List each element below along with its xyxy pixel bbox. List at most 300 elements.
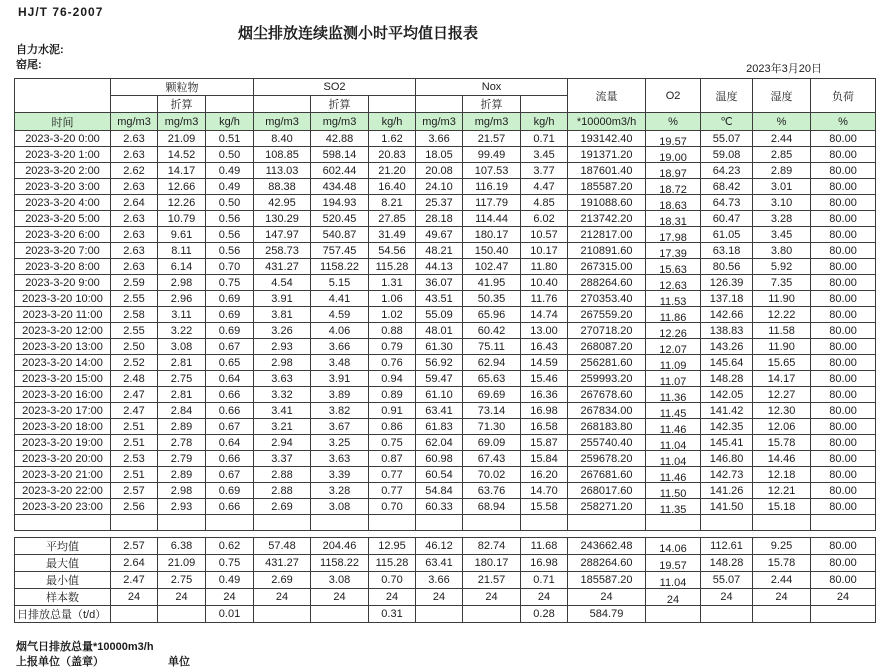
- data-cell: 61.10: [416, 387, 463, 403]
- row-label-cell: 2023-3-20 4:00: [15, 195, 111, 211]
- data-cell: 42.95: [254, 195, 311, 211]
- data-cell: 0.66: [206, 499, 254, 515]
- data-cell: 15.78: [753, 435, 811, 451]
- data-cell: 8.21: [369, 195, 416, 211]
- data-cell: 3.63: [254, 371, 311, 387]
- hourly-data-row: [15, 211, 876, 227]
- data-cell: 213742.20: [568, 211, 646, 227]
- row-label-cell: 2023-3-20 14:00: [15, 355, 111, 371]
- data-cell: 12.21: [753, 483, 811, 499]
- data-cell: 14.74: [521, 307, 568, 323]
- data-cell: 2.51: [111, 419, 158, 435]
- data-cell: 3.25: [311, 435, 369, 451]
- data-cell: 0.50: [206, 195, 254, 211]
- data-cell: 2.88: [254, 467, 311, 483]
- data-cell: 113.03: [254, 163, 311, 179]
- data-cell: 99.49: [463, 147, 521, 163]
- data-cell: 64.73: [701, 195, 753, 211]
- data-cell: 2.55: [111, 323, 158, 339]
- nox-group-header: Nox: [416, 79, 568, 96]
- data-cell: 598.14: [311, 147, 369, 163]
- so2-raw-header: [254, 96, 311, 113]
- data-cell: [416, 515, 463, 531]
- data-cell: [111, 606, 158, 623]
- data-cell: 59.08: [701, 147, 753, 163]
- data-cell: 212817.00: [568, 227, 646, 243]
- data-cell: 0.67: [206, 339, 254, 355]
- data-cell: 2.58: [111, 307, 158, 323]
- row-label-cell: 2023-3-20 6:00: [15, 227, 111, 243]
- data-cell: 3.10: [753, 195, 811, 211]
- hourly-data-row: [15, 499, 876, 515]
- data-cell: 2.62: [111, 163, 158, 179]
- data-cell: 68.42: [701, 179, 753, 195]
- data-cell: 5.15: [311, 275, 369, 291]
- row-label-cell: 2023-3-20 19:00: [15, 435, 111, 451]
- data-cell: 16.20: [521, 467, 568, 483]
- data-cell: 12.66: [158, 179, 206, 195]
- data-cell: 3.91: [311, 371, 369, 387]
- data-cell: 10.79: [158, 211, 206, 227]
- load-header: 负荷: [811, 79, 876, 113]
- time-column-header: 时间: [15, 113, 111, 131]
- data-cell: 2.44: [753, 131, 811, 147]
- data-cell: 270353.40: [568, 291, 646, 307]
- pm-converted-header: 折算: [158, 96, 206, 113]
- data-cell: 1.62: [369, 131, 416, 147]
- data-cell: 115.28: [369, 555, 416, 572]
- hourly-data-row: [15, 147, 876, 163]
- data-cell: 11.07: [646, 374, 701, 390]
- flue-gas-total-label: 烟气日排放总量*10000m3/h: [16, 641, 154, 653]
- data-cell: 2.75: [158, 371, 206, 387]
- data-cell: 21.20: [369, 163, 416, 179]
- data-cell: 115.28: [369, 259, 416, 275]
- units-header-row: [15, 113, 876, 131]
- data-cell: 255740.40: [568, 435, 646, 451]
- data-cell: 60.42: [463, 323, 521, 339]
- data-cell: 9.25: [753, 538, 811, 555]
- data-cell: 0.76: [369, 355, 416, 371]
- row-label-cell: 2023-3-20 23:00: [15, 499, 111, 515]
- data-cell: 4.54: [254, 275, 311, 291]
- data-cell: 2.98: [254, 355, 311, 371]
- data-cell: 0.69: [206, 307, 254, 323]
- data-cell: 80.00: [811, 339, 876, 355]
- data-cell: 80.00: [811, 538, 876, 555]
- data-cell: 6.38: [158, 538, 206, 555]
- row-label-cell: 最大值: [15, 555, 111, 572]
- data-cell: 24: [311, 589, 369, 606]
- data-cell: 80.00: [811, 387, 876, 403]
- data-cell: 3.39: [311, 467, 369, 483]
- data-cell: 2.47: [111, 572, 158, 589]
- data-cell: 431.27: [254, 259, 311, 275]
- row-label-cell: 2023-3-20 5:00: [15, 211, 111, 227]
- data-cell: 3.66: [311, 339, 369, 355]
- row-label-cell: 2023-3-20 16:00: [15, 387, 111, 403]
- data-cell: 80.00: [811, 483, 876, 499]
- data-cell: 2.79: [158, 451, 206, 467]
- data-cell: 15.65: [753, 355, 811, 371]
- data-cell: 63.76: [463, 483, 521, 499]
- data-cell: 8.11: [158, 243, 206, 259]
- data-cell: 3.11: [158, 307, 206, 323]
- data-cell: 80.00: [811, 467, 876, 483]
- data-cell: 44.13: [416, 259, 463, 275]
- data-cell: 21.57: [463, 572, 521, 589]
- hourly-data-row: [15, 163, 876, 179]
- data-cell: 11.46: [646, 422, 701, 438]
- data-cell: 3.66: [416, 572, 463, 589]
- data-cell: [158, 515, 206, 531]
- data-cell: 3.41: [254, 403, 311, 419]
- data-cell: 1158.22: [311, 555, 369, 572]
- unit-header-cell: kg/h: [369, 113, 416, 131]
- hourly-data-row: [15, 323, 876, 339]
- data-cell: 11.90: [753, 291, 811, 307]
- data-cell: 2.93: [158, 499, 206, 515]
- data-cell: 80.00: [811, 291, 876, 307]
- data-cell: 63.41: [416, 403, 463, 419]
- data-cell: 2.98: [158, 483, 206, 499]
- data-cell: 0.62: [206, 538, 254, 555]
- data-cell: 256281.60: [568, 355, 646, 371]
- so2-kgh-header: [369, 96, 416, 113]
- data-cell: 0.75: [206, 275, 254, 291]
- unit-header-cell: kg/h: [206, 113, 254, 131]
- unit-header-cell: mg/m3: [254, 113, 311, 131]
- data-cell: 82.74: [463, 538, 521, 555]
- data-cell: 12.06: [753, 419, 811, 435]
- data-cell: 0.49: [206, 572, 254, 589]
- data-cell: 584.79: [568, 606, 646, 623]
- data-cell: 0.66: [206, 403, 254, 419]
- data-cell: 63.18: [701, 243, 753, 259]
- data-cell: 11.86: [646, 310, 701, 326]
- data-cell: 16.98: [521, 403, 568, 419]
- empty-row: [15, 515, 876, 531]
- data-cell: 18.05: [416, 147, 463, 163]
- nox-raw-header: [416, 96, 463, 113]
- data-cell: 2.52: [111, 355, 158, 371]
- data-cell: 270718.20: [568, 323, 646, 339]
- data-cell: 1158.22: [311, 259, 369, 275]
- data-cell: 11.04: [646, 575, 701, 592]
- so2-group-header: SO2: [254, 79, 416, 96]
- data-cell: 2.63: [111, 243, 158, 259]
- data-cell: 3.91: [254, 291, 311, 307]
- data-cell: 59.47: [416, 371, 463, 387]
- data-cell: 2.47: [111, 403, 158, 419]
- data-cell: [701, 606, 753, 623]
- data-cell: 0.71: [521, 131, 568, 147]
- data-cell: [254, 606, 311, 623]
- data-cell: 2.63: [111, 179, 158, 195]
- data-cell: 80.00: [811, 403, 876, 419]
- data-cell: 0.49: [206, 163, 254, 179]
- hourly-data-row: [15, 307, 876, 323]
- unit-header-cell: %: [811, 113, 876, 131]
- data-cell: 2.63: [111, 147, 158, 163]
- data-cell: 3.21: [254, 419, 311, 435]
- hourly-data-row: [15, 243, 876, 259]
- data-cell: 150.40: [463, 243, 521, 259]
- unit-header-cell: mg/m3: [158, 113, 206, 131]
- data-cell: 60.33: [416, 499, 463, 515]
- data-cell: 259678.20: [568, 451, 646, 467]
- data-cell: 18.97: [646, 166, 701, 182]
- summary-row: [15, 555, 876, 572]
- data-cell: 0.28: [521, 606, 568, 623]
- data-cell: 288264.60: [568, 555, 646, 572]
- data-cell: 0.86: [369, 419, 416, 435]
- data-cell: 0.89: [369, 387, 416, 403]
- data-cell: 16.40: [369, 179, 416, 195]
- row-label-cell: 2023-3-20 8:00: [15, 259, 111, 275]
- data-cell: 0.77: [369, 483, 416, 499]
- data-cell: 24: [254, 589, 311, 606]
- unit-header-cell: ℃: [701, 113, 753, 131]
- data-cell: 5.92: [753, 259, 811, 275]
- data-cell: 2.89: [753, 163, 811, 179]
- data-cell: 63.41: [416, 555, 463, 572]
- hourly-data-row: [15, 227, 876, 243]
- data-cell: 268183.80: [568, 419, 646, 435]
- data-cell: 24: [158, 589, 206, 606]
- data-cell: 102.47: [463, 259, 521, 275]
- data-cell: 2.57: [111, 483, 158, 499]
- data-cell: 0.70: [369, 572, 416, 589]
- data-cell: 268087.20: [568, 339, 646, 355]
- data-cell: 70.02: [463, 467, 521, 483]
- data-cell: 24: [646, 592, 701, 609]
- data-cell: 3.08: [311, 499, 369, 515]
- data-cell: 126.39: [701, 275, 753, 291]
- report-date: 2023年3月20日: [746, 63, 822, 75]
- data-cell: 0.77: [369, 467, 416, 483]
- summary-row: [15, 589, 876, 606]
- data-cell: 80.56: [701, 259, 753, 275]
- data-cell: 267681.60: [568, 467, 646, 483]
- data-cell: 3.89: [311, 387, 369, 403]
- data-cell: 14.17: [158, 163, 206, 179]
- data-cell: 2.81: [158, 355, 206, 371]
- data-cell: 16.36: [521, 387, 568, 403]
- summary-row: [15, 572, 876, 589]
- data-cell: 0.65: [206, 355, 254, 371]
- data-cell: 107.53: [463, 163, 521, 179]
- data-cell: 3.63: [311, 451, 369, 467]
- data-cell: 15.78: [753, 555, 811, 572]
- data-cell: 142.66: [701, 307, 753, 323]
- data-cell: 14.46: [753, 451, 811, 467]
- data-cell: 3.80: [753, 243, 811, 259]
- unit-header-cell: mg/m3: [111, 113, 158, 131]
- data-cell: 80.00: [811, 355, 876, 371]
- unit-header-cell: mg/m3: [416, 113, 463, 131]
- hourly-data-row: [15, 339, 876, 355]
- data-cell: 48.21: [416, 243, 463, 259]
- data-cell: [568, 515, 646, 531]
- data-cell: 50.35: [463, 291, 521, 307]
- row-label-cell: 2023-3-20 7:00: [15, 243, 111, 259]
- data-cell: 2.69: [254, 499, 311, 515]
- data-cell: 0.70: [369, 499, 416, 515]
- data-cell: 138.83: [701, 323, 753, 339]
- data-cell: 258.73: [254, 243, 311, 259]
- data-cell: 268017.60: [568, 483, 646, 499]
- flow-header: 流量: [568, 79, 646, 113]
- hourly-data-row: [15, 275, 876, 291]
- data-cell: 2.63: [111, 259, 158, 275]
- data-cell: 2.51: [111, 467, 158, 483]
- hourly-data-row: [15, 131, 876, 147]
- row-label-cell: 日排放总量（t/d）: [15, 606, 111, 623]
- data-cell: 2.85: [753, 147, 811, 163]
- hourly-data-row: [15, 355, 876, 371]
- data-cell: 56.92: [416, 355, 463, 371]
- data-cell: 4.41: [311, 291, 369, 307]
- pm-raw-header: [111, 96, 158, 113]
- data-cell: 80.00: [811, 555, 876, 572]
- data-cell: 137.18: [701, 291, 753, 307]
- row-label-cell: 2023-3-20 11:00: [15, 307, 111, 323]
- data-cell: 61.83: [416, 419, 463, 435]
- data-cell: 11.09: [646, 358, 701, 374]
- data-cell: 16.98: [521, 555, 568, 572]
- data-cell: 80.00: [811, 147, 876, 163]
- row-label-cell: 2023-3-20 2:00: [15, 163, 111, 179]
- data-cell: 24: [701, 589, 753, 606]
- main-data-table: [14, 78, 876, 531]
- data-cell: 20.83: [369, 147, 416, 163]
- unit-header-cell: mg/m3: [311, 113, 369, 131]
- data-cell: 0.69: [206, 323, 254, 339]
- data-cell: 18.72: [646, 182, 701, 198]
- data-cell: 24: [206, 589, 254, 606]
- data-cell: 148.28: [701, 555, 753, 572]
- data-cell: 80.00: [811, 371, 876, 387]
- data-cell: 80.00: [811, 243, 876, 259]
- nox-kgh-header: [521, 96, 568, 113]
- data-cell: 185587.20: [568, 572, 646, 589]
- data-cell: 68.94: [463, 499, 521, 515]
- data-cell: 0.49: [206, 179, 254, 195]
- data-cell: 191088.60: [568, 195, 646, 211]
- data-cell: 143.26: [701, 339, 753, 355]
- data-cell: 24: [811, 589, 876, 606]
- data-cell: 80.00: [811, 451, 876, 467]
- data-cell: 0.64: [206, 371, 254, 387]
- unit-header-cell: *10000m3/h: [568, 113, 646, 131]
- data-cell: [111, 515, 158, 531]
- data-cell: 116.19: [463, 179, 521, 195]
- data-cell: 145.64: [701, 355, 753, 371]
- data-cell: 185587.20: [568, 179, 646, 195]
- data-cell: 0.67: [206, 467, 254, 483]
- data-cell: 17.98: [646, 230, 701, 246]
- data-cell: 36.07: [416, 275, 463, 291]
- data-cell: 258271.20: [568, 499, 646, 515]
- data-cell: 757.45: [311, 243, 369, 259]
- data-cell: 0.79: [369, 339, 416, 355]
- data-cell: [311, 515, 369, 531]
- data-cell: 11.90: [753, 339, 811, 355]
- data-cell: 2.44: [753, 572, 811, 589]
- data-cell: 4.85: [521, 195, 568, 211]
- row-label-cell: 2023-3-20 10:00: [15, 291, 111, 307]
- data-cell: 3.32: [254, 387, 311, 403]
- data-cell: 80.00: [811, 419, 876, 435]
- data-cell: 80.00: [811, 572, 876, 589]
- row-label-cell: 2023-3-20 9:00: [15, 275, 111, 291]
- data-cell: 12.07: [646, 342, 701, 358]
- data-cell: 2.64: [111, 555, 158, 572]
- data-cell: 11.68: [521, 538, 568, 555]
- data-cell: 7.35: [753, 275, 811, 291]
- page-title: 烟尘排放连续监测小时平均值日报表: [237, 25, 478, 42]
- data-cell: 2.89: [158, 467, 206, 483]
- row-label-cell: 2023-3-20 3:00: [15, 179, 111, 195]
- data-cell: 194.93: [311, 195, 369, 211]
- data-cell: 3.45: [521, 147, 568, 163]
- data-cell: 2.89: [158, 419, 206, 435]
- hourly-data-row: [15, 435, 876, 451]
- data-cell: 2.81: [158, 387, 206, 403]
- row-label-cell: 2023-3-20 21:00: [15, 467, 111, 483]
- hourly-data-row: [15, 387, 876, 403]
- data-cell: 49.67: [416, 227, 463, 243]
- data-cell: 0.70: [206, 259, 254, 275]
- data-cell: 2.96: [158, 291, 206, 307]
- report-unit-line: [16, 653, 190, 669]
- data-cell: 60.98: [416, 451, 463, 467]
- data-cell: 46.12: [416, 538, 463, 555]
- hourly-data-row: [15, 291, 876, 307]
- data-cell: 73.14: [463, 403, 521, 419]
- data-cell: 0.88: [369, 323, 416, 339]
- data-cell: 2.51: [111, 435, 158, 451]
- data-cell: 61.30: [416, 339, 463, 355]
- data-cell: 9.61: [158, 227, 206, 243]
- data-cell: 267559.20: [568, 307, 646, 323]
- data-cell: 80.00: [811, 323, 876, 339]
- data-cell: 2.63: [111, 131, 158, 147]
- data-cell: 3.48: [311, 355, 369, 371]
- hourly-data-row: [15, 483, 876, 499]
- data-cell: [521, 515, 568, 531]
- data-cell: 0.75: [206, 555, 254, 572]
- hourly-data-row: [15, 259, 876, 275]
- hourly-data-row: [15, 403, 876, 419]
- data-cell: 2.59: [111, 275, 158, 291]
- data-cell: 267834.00: [568, 403, 646, 419]
- data-cell: 2.69: [254, 572, 311, 589]
- data-cell: 55.07: [701, 572, 753, 589]
- data-cell: 142.35: [701, 419, 753, 435]
- data-cell: 14.17: [753, 371, 811, 387]
- data-cell: 1.02: [369, 307, 416, 323]
- summary-row: [15, 606, 876, 623]
- data-cell: 69.69: [463, 387, 521, 403]
- data-cell: [369, 515, 416, 531]
- data-cell: 43.51: [416, 291, 463, 307]
- data-cell: 80.00: [811, 435, 876, 451]
- hourly-data-row: [15, 467, 876, 483]
- data-cell: 0.56: [206, 211, 254, 227]
- data-cell: 21.09: [158, 555, 206, 572]
